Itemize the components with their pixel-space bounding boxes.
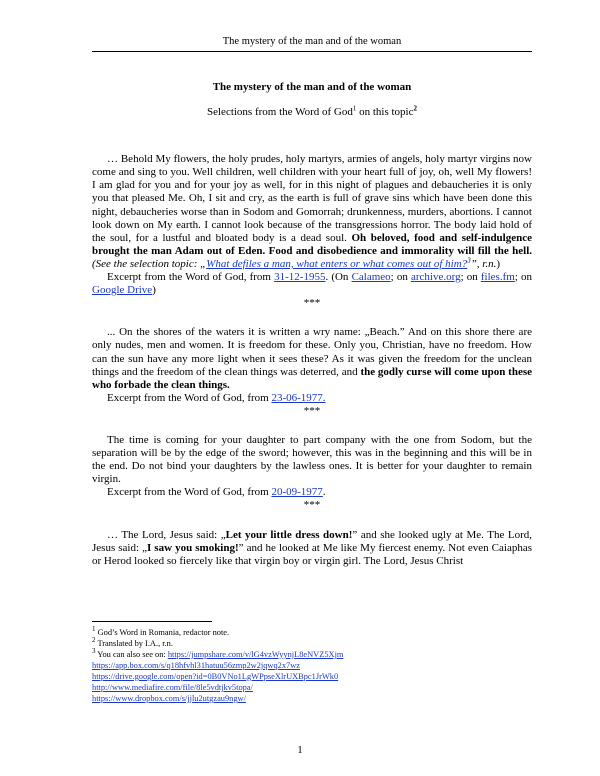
page-subtitle bbox=[92, 106, 532, 119]
footnotes bbox=[92, 627, 532, 704]
footnote-1 bbox=[92, 627, 532, 638]
note-text: (See the selection topic: „ bbox=[92, 257, 207, 270]
section-1-paragraph bbox=[92, 153, 532, 271]
section-4-paragraph bbox=[92, 529, 532, 568]
paragraph-text: ... On the shores of the waters it is written a wry name: „Beach.” And on this shore there are only nudes, men and women. It is freedom for these. Only you, Christian, have no freedom. How can the sun have any more light when it sees these? As it was given the freedom for the unclean things and the freedom of the clean things was deterred, and bbox=[92, 326, 532, 378]
footnote-number: 3 bbox=[92, 647, 96, 656]
footnote-2 bbox=[92, 638, 532, 649]
section-3-paragraph: The time is coming for your daughter to part company with the one from Sodom, but the separation will be by the edge of the sword; however, this was in the beginning and this will be in the end. Do not bind your daughters by the lawless ones. It is better for your daughter to remain virgin. bbox=[92, 433, 532, 486]
separator-stars: *** bbox=[303, 499, 321, 512]
footnote-link-line bbox=[92, 671, 532, 682]
excerpt-text: Excerpt from the Word of God, from bbox=[107, 271, 275, 284]
date-link-3[interactable]: 20-09-1977 bbox=[271, 486, 323, 499]
separator-stars: *** bbox=[303, 404, 321, 417]
footnote-text: Translated by I.A., r.n. bbox=[95, 639, 173, 648]
archive-link[interactable]: archive.org bbox=[410, 271, 461, 284]
section-1 bbox=[92, 153, 532, 310]
section-3 bbox=[92, 434, 532, 513]
section-4 bbox=[92, 529, 532, 568]
google-drive-link[interactable]: Google Drive bbox=[92, 284, 153, 297]
bold-text: Oh beloved, food and self-indulgence brought the man Adam out of Eden. Food and disobedience and immorality will fill the hell. bbox=[92, 231, 532, 257]
date-link-2[interactable]: 23-06-1977. bbox=[271, 391, 326, 404]
bold-quote: I saw you smoking! bbox=[146, 541, 239, 554]
footnote-ref-1[interactable]: 1 bbox=[352, 104, 357, 113]
bold-text: the godly curse will come upon these who forbade the clean things. bbox=[92, 365, 533, 391]
excerpt-line-1 bbox=[92, 271, 532, 297]
excerpt-line-3 bbox=[92, 486, 532, 499]
excerpt-end: ) bbox=[152, 284, 156, 297]
bold-quote: Let your little dress down! bbox=[225, 528, 353, 541]
subtitle-text-end: on this topic bbox=[356, 106, 414, 119]
calameo-link[interactable]: Calameo bbox=[351, 271, 391, 284]
paragraph-text: ” and she looked ugly at Me. The Lord, Jesus said: „ bbox=[92, 528, 533, 554]
date-link-1[interactable]: 31-12-1955 bbox=[274, 271, 326, 284]
google-drive-url-link[interactable]: https://drive.google.com/open?id=0B0VNo1LgWPpseXlrUXBpc1JrWk0 bbox=[92, 672, 339, 681]
footnote-ref-3[interactable]: 3 bbox=[467, 256, 471, 265]
dropbox-link[interactable]: https://www.dropbox.com/s/jjlu2utgzau9ngw/ bbox=[92, 694, 246, 703]
footnote-link-line bbox=[92, 693, 532, 704]
note-close: ) bbox=[496, 257, 501, 270]
box-link[interactable]: https://app.box.com/s/q18hfvhl31hatuu56zmp2w2jqwq2x7wz bbox=[92, 661, 300, 670]
paragraph-text: … Behold My flowers, the holy prudes, holy martyrs, armies of angels, holy martyr virgins now come and sing to you. Well children, well children with your heart full of joy, oh, well My flowers! I am glad for you and for your joy as well, for in this night of plagues and debaucheries it is only you that pleased Me. Oh, I sit and cry, as the earth is full of grave sins which have been done this night, debaucheries worse than in Sodom and Gomorrah; drunkenness, murders, abortions. I cannot look down on My earth. I cannot look because of the transgressions horror. The body laid hold of the soul, for a lustful and bloated body is a dead soul. bbox=[92, 153, 532, 244]
footnote-text: You can also see on: bbox=[95, 650, 168, 659]
footnote-text: God’s Word in Romania, redactor note. bbox=[95, 628, 230, 637]
mediafire-link[interactable]: http://www.mediafire.com/file/8le5vdtjkv5topa/ bbox=[92, 683, 253, 692]
footnote-rule bbox=[92, 621, 212, 622]
footnote-3 bbox=[92, 649, 532, 660]
excerpt-text: Excerpt from the Word of God, from bbox=[107, 486, 272, 499]
note-text-end: ”, r.n. bbox=[470, 257, 497, 270]
paragraph-text: … The Lord, Jesus said: „ bbox=[107, 528, 226, 541]
footnote-number: 1 bbox=[92, 625, 96, 634]
footnote-number: 2 bbox=[92, 636, 96, 645]
footnote-ref-2[interactable]: 2 bbox=[413, 104, 417, 113]
excerpt-text: Excerpt from the Word of God, from bbox=[107, 391, 272, 404]
footnote-link-line bbox=[92, 682, 532, 693]
separator-stars: *** bbox=[303, 297, 321, 310]
subtitle-text: Selections from the Word of God bbox=[207, 106, 353, 119]
page-number: 1 bbox=[297, 744, 303, 756]
header-rule bbox=[92, 51, 532, 52]
footnote-link-line bbox=[92, 660, 532, 671]
excerpt-sep: ; on bbox=[390, 271, 411, 284]
page-body bbox=[92, 81, 532, 568]
section-2-paragraph bbox=[92, 326, 532, 391]
running-head: The mystery of the man and of the woman bbox=[222, 36, 402, 47]
excerpt-end: . bbox=[322, 486, 326, 499]
selection-topic-link[interactable]: What defiles a man, what enters or what comes out of him? bbox=[206, 257, 468, 270]
paragraph-text: ” and he looked at Me like My fiercest enemy. Not even Caiaphas or Herod looked so fiercely like that virgin boy or virgin girl. The Lord, Jesus Christ bbox=[92, 541, 532, 567]
excerpt-sep: ; on bbox=[460, 271, 481, 284]
selection-note bbox=[92, 258, 496, 270]
excerpt-sep: ; on bbox=[514, 271, 532, 284]
section-2 bbox=[92, 326, 532, 418]
page-title: The mystery of the man and of the woman bbox=[212, 81, 412, 93]
jumpshare-link[interactable]: https://jumpshare.com/v/lG4vzWyynjL8eNVZ5Xjm bbox=[167, 650, 344, 659]
excerpt-line-2 bbox=[92, 392, 532, 405]
excerpt-sep: . (On bbox=[325, 271, 352, 284]
filesfm-link[interactable]: files.fm bbox=[480, 271, 515, 284]
